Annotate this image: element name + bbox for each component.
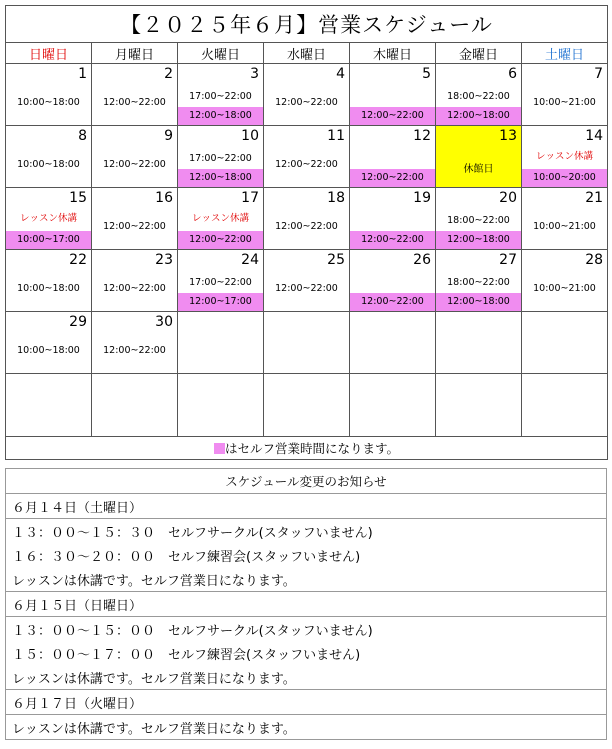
calendar-day-cell: [350, 250, 436, 312]
calendar-day-cell: [92, 64, 178, 126]
notice-line-row: [6, 665, 607, 690]
calendar-day-cell: [522, 250, 608, 312]
calendar-day-cell: [350, 126, 436, 188]
weekday-saturday: 土曜日: [522, 43, 608, 64]
business-hours: 10:00~18:00: [17, 97, 80, 108]
day-number: 28: [585, 252, 604, 268]
calendar-week-row: [6, 188, 608, 250]
day-number: 14: [585, 128, 604, 144]
calendar-week-row: [6, 374, 608, 437]
day-number: 27: [499, 252, 517, 268]
day-number: 23: [155, 252, 173, 268]
notice-date: ６月１４日（土曜日）: [6, 494, 607, 519]
calendar-day-cell: [178, 64, 264, 126]
notice-line: １３：００〜１５：３０ セルフサークル(スタッフいません): [6, 519, 607, 544]
business-hours: 17:00~22:00: [189, 153, 252, 164]
business-hours: 12:00~22:00: [103, 159, 166, 170]
day-number: 6: [508, 66, 517, 82]
calendar-day-cell: [350, 64, 436, 126]
notice-line-row: [6, 543, 607, 567]
business-hours: 12:00~22:00: [103, 283, 166, 294]
business-hours: 12:00~22:00: [275, 283, 338, 294]
day-number: 13: [499, 128, 517, 144]
day-number: 29: [69, 314, 87, 330]
self-hours-bar: 12:00~18:00: [436, 107, 521, 125]
calendar-day-cell: [264, 188, 350, 250]
calendar-day-cell: [178, 188, 264, 250]
empty-day-cell: [436, 374, 522, 437]
calendar-day-cell: [436, 64, 522, 126]
day-number: 8: [78, 128, 87, 144]
notice-line-row: [6, 567, 607, 592]
empty-day-cell: [350, 312, 436, 374]
empty-day-cell: [6, 374, 92, 437]
business-hours: 10:00~21:00: [533, 97, 596, 108]
notice-title: スケジュール変更のお知らせ: [6, 469, 607, 494]
day-number: 24: [241, 252, 259, 268]
calendar-day-cell: [92, 126, 178, 188]
legend: [6, 437, 608, 460]
closed-day-label: 休館日: [463, 164, 494, 175]
self-hours-bar: 10:00~17:00: [6, 231, 91, 249]
business-hours: 10:00~18:00: [17, 159, 80, 170]
notice-date: ６月１５日（日曜日）: [6, 592, 607, 617]
weekday-wednesday: 水曜日: [264, 43, 350, 64]
empty-day-cell: [522, 312, 608, 374]
calendar-week-row: [6, 64, 608, 126]
calendar-day-cell: [436, 250, 522, 312]
self-hours-bar: 12:00~22:00: [350, 293, 435, 311]
day-number: 12: [413, 128, 431, 144]
business-hours: 12:00~22:00: [103, 345, 166, 356]
business-hours: 17:00~22:00: [189, 91, 252, 102]
calendar-day-cell: [6, 126, 92, 188]
day-number: 21: [585, 190, 604, 206]
calendar-day-cell: [264, 250, 350, 312]
calendar-day-cell: [6, 188, 92, 250]
lesson-cancelled-label: レッスン休講: [536, 151, 593, 162]
day-number: 9: [164, 128, 173, 144]
calendar-day-cell: [6, 312, 92, 374]
notice-line: レッスンは休講です。セルフ営業日になります。: [6, 567, 607, 592]
notice-date: ６月１７日（火曜日）: [6, 690, 607, 715]
business-hours: 17:00~22:00: [189, 277, 252, 288]
day-number: 15: [69, 190, 87, 206]
empty-day-cell: [92, 374, 178, 437]
notice-line-row: [6, 715, 607, 740]
calendar-week-row: [6, 250, 608, 312]
weekday-thursday: 木曜日: [350, 43, 436, 64]
self-hours-bar: 12:00~22:00: [350, 169, 435, 187]
lesson-cancelled-label: レッスン休講: [192, 213, 249, 224]
calendar-day-cell: [350, 188, 436, 250]
business-hours: 18:00~22:00: [447, 215, 510, 226]
notice-line-row: [6, 519, 607, 544]
calendar-day-cell: [522, 188, 608, 250]
business-hours: 10:00~18:00: [17, 345, 80, 356]
weekday-header-row: [6, 43, 608, 64]
empty-day-cell: [178, 312, 264, 374]
business-hours: 18:00~22:00: [447, 91, 510, 102]
calendar-week-row: [6, 126, 608, 188]
weekday-monday: 月曜日: [92, 43, 178, 64]
self-hours-bar: 12:00~18:00: [436, 293, 521, 311]
self-hours-bar: 12:00~18:00: [178, 107, 263, 125]
day-number: 7: [594, 66, 604, 82]
calendar-day-cell: [6, 250, 92, 312]
day-number: 3: [250, 66, 259, 82]
empty-day-cell: [264, 374, 350, 437]
notice-date-row: [6, 494, 607, 519]
empty-day-cell: [178, 374, 264, 437]
day-number: 10: [241, 128, 259, 144]
self-hours-bar: 12:00~18:00: [178, 169, 263, 187]
day-number: 25: [327, 252, 345, 268]
notice-line: １３：００〜１５：００ セルフサークル(スタッフいません): [6, 617, 607, 642]
calendar-day-cell: [92, 188, 178, 250]
business-hours: 18:00~22:00: [447, 277, 510, 288]
weekday-tuesday: 火曜日: [178, 43, 264, 64]
calendar-day-cell: [178, 250, 264, 312]
schedule-calendar: [5, 5, 608, 460]
business-hours: 12:00~22:00: [103, 97, 166, 108]
self-hours-bar: 12:00~18:00: [436, 231, 521, 249]
notice-line: １５：００〜１７：００ セルフ練習会(スタッフいません): [6, 641, 607, 665]
empty-day-cell: [350, 374, 436, 437]
day-number: 22: [69, 252, 87, 268]
schedule-change-notice: [5, 468, 607, 740]
notice-line: １６：３０〜２０：００ セルフ練習会(スタッフいません): [6, 543, 607, 567]
calendar-day-cell: [6, 64, 92, 126]
weekday-sunday: 日曜日: [6, 43, 92, 64]
day-number: 5: [422, 66, 431, 82]
business-hours: 12:00~22:00: [275, 159, 338, 170]
lesson-cancelled-label: レッスン休講: [20, 213, 77, 224]
legend-text: はセルフ営業時間になります。: [225, 441, 400, 456]
calendar-week-row: [6, 312, 608, 374]
notice-line-row: [6, 617, 607, 642]
notice-date-row: [6, 690, 607, 715]
page-title: 【２０２５年６月】営業スケジュール: [6, 6, 608, 43]
day-number: 26: [413, 252, 431, 268]
day-number: 4: [336, 66, 345, 82]
business-hours: 12:00~22:00: [275, 221, 338, 232]
notice-date-row: [6, 592, 607, 617]
calendar-day-cell: [436, 126, 522, 188]
day-number: 17: [241, 190, 259, 206]
self-hours-swatch: [214, 443, 225, 454]
day-number: 20: [499, 190, 517, 206]
business-hours: 12:00~22:00: [275, 97, 338, 108]
calendar-day-cell: [264, 126, 350, 188]
empty-day-cell: [522, 374, 608, 437]
business-hours: 10:00~21:00: [533, 283, 596, 294]
self-hours-bar: 12:00~22:00: [178, 231, 263, 249]
notice-line: レッスンは休講です。セルフ営業日になります。: [6, 665, 607, 690]
self-hours-bar: 12:00~22:00: [350, 107, 435, 125]
weekday-friday: 金曜日: [436, 43, 522, 64]
notice-line: レッスンは休講です。セルフ営業日になります。: [6, 715, 607, 740]
day-number: 30: [155, 314, 173, 330]
empty-day-cell: [436, 312, 522, 374]
self-hours-bar: 10:00~20:00: [522, 169, 607, 187]
self-hours-bar: 12:00~17:00: [178, 293, 263, 311]
day-number: 11: [327, 128, 345, 144]
day-number: 16: [155, 190, 173, 206]
business-hours: 10:00~21:00: [533, 221, 596, 232]
business-hours: 10:00~18:00: [17, 283, 80, 294]
calendar-day-cell: [522, 126, 608, 188]
calendar-day-cell: [264, 64, 350, 126]
calendar-day-cell: [436, 188, 522, 250]
day-number: 1: [78, 66, 87, 82]
day-number: 18: [327, 190, 345, 206]
notice-line-row: [6, 641, 607, 665]
self-hours-bar: 12:00~22:00: [350, 231, 435, 249]
calendar-day-cell: [92, 250, 178, 312]
empty-day-cell: [264, 312, 350, 374]
calendar-day-cell: [92, 312, 178, 374]
legend-row: [6, 437, 608, 460]
calendar-day-cell: [522, 64, 608, 126]
day-number: 2: [164, 66, 173, 82]
business-hours: 12:00~22:00: [103, 221, 166, 232]
day-number: 19: [413, 190, 431, 206]
calendar-day-cell: [178, 126, 264, 188]
